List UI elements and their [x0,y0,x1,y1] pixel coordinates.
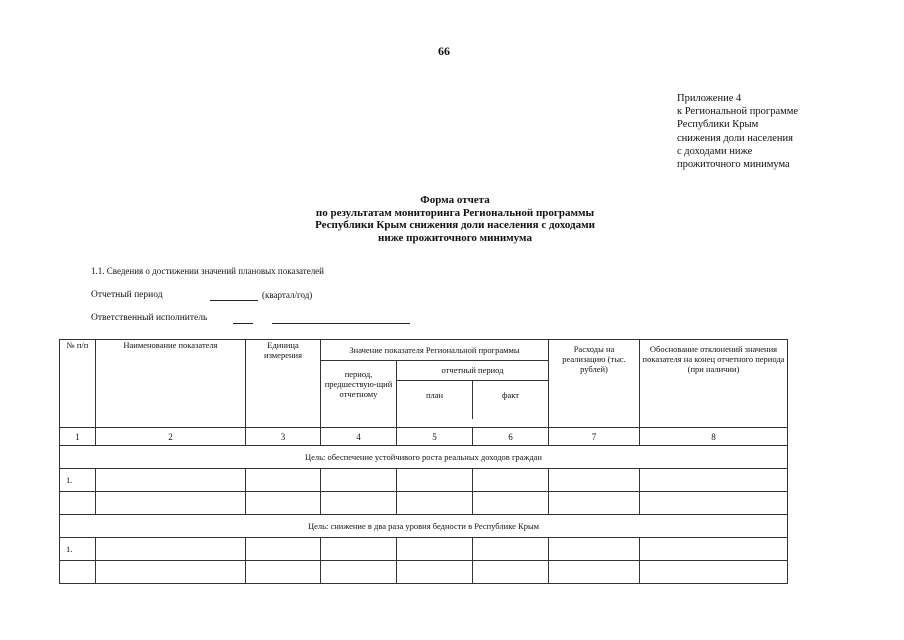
table-cell[interactable] [397,561,473,584]
header-reporting-group [397,361,549,428]
appendix-line: снижения доли населения [677,132,794,144]
column-number-row [60,428,788,446]
goal-text: Цель: обеспечение устойчивого роста реальных доходов граждан [60,446,788,469]
table-cell[interactable] [549,469,640,492]
table-row[interactable] [60,561,788,584]
table-cell[interactable] [640,561,788,584]
table-cell[interactable] [246,538,321,561]
appendix-line: Приложение 4 [677,93,742,104]
table-cell[interactable] [96,561,246,584]
form-title-line: по результатам мониторинга Региональной программы [315,206,595,219]
table-cell[interactable] [549,561,640,584]
column-number: 8 [640,428,788,446]
table-cell[interactable] [549,538,640,561]
column-number: 1 [60,428,96,446]
table-cell[interactable] [321,469,397,492]
appendix-line: прожиточного минимума [677,159,790,171]
column-number: 4 [321,428,397,446]
goal-text: Цель: снижение в два раза уровня бедности в Республике Крым [60,515,788,538]
table-cell[interactable] [246,561,321,584]
header-name: Наименование показателя [96,340,246,428]
form-title-line: Форма отчета [420,194,490,206]
column-number: 6 [473,428,549,446]
header-reporting-period: отчетный период [397,361,548,381]
header-unit: Единица измерения [246,340,321,428]
table-cell[interactable]: 1. [60,538,96,561]
table-cell[interactable] [549,492,640,515]
header-justification: Обоснование отклонений значения показателя на конец отчетного периода (при наличии) [640,340,788,428]
table-cell[interactable] [321,561,397,584]
table-cell[interactable] [246,469,321,492]
table-row[interactable] [60,538,788,561]
table-cell[interactable] [473,538,549,561]
table-cell[interactable] [96,469,246,492]
reporting-period-blank[interactable] [210,300,258,301]
table-cell[interactable] [473,469,549,492]
header-program-value: Значение показателя Региональной программы [321,340,549,361]
form-title-line: Республики Крым снижения доли населения с доходами [315,219,595,231]
column-number: 3 [246,428,321,446]
header-fact: факт [501,390,519,400]
reporting-period-label: Отчетный период [91,290,163,300]
table-cell[interactable]: 1. [60,469,96,492]
responsible-label: Ответственный исполнитель [91,313,208,323]
section-title: 1.1. Сведения о достижении значений плановых показателей [91,266,324,276]
header-num: № п/п [60,340,96,428]
column-number: 2 [96,428,246,446]
goal-row [60,515,788,538]
table-cell[interactable] [640,538,788,561]
responsible-blank-short[interactable] [233,323,253,324]
page-number: 66 [438,44,450,58]
goal-row [60,446,788,469]
table-row[interactable] [60,469,788,492]
table-cell[interactable] [96,538,246,561]
table-cell[interactable] [473,492,549,515]
header-plan: план [397,381,473,419]
table-cell[interactable] [321,538,397,561]
table-row[interactable] [60,492,788,515]
column-number: 7 [549,428,640,446]
form-title [240,194,670,244]
table-cell[interactable] [640,469,788,492]
responsible-blank-long[interactable] [272,323,410,324]
header-plan-fact [397,381,548,419]
table-cell[interactable] [640,492,788,515]
table-cell[interactable] [246,492,321,515]
appendix-line: к Региональной программе [677,106,799,118]
table-cell[interactable] [397,469,473,492]
header-expenses: Расходы на реализацию (тыс. рублей) [549,340,640,428]
table-cell[interactable] [96,492,246,515]
appendix-line: Республики Крым [677,119,759,131]
reporting-period-hint: (квартал/год) [262,290,313,300]
header-row [60,340,788,361]
table-cell[interactable] [321,492,397,515]
table-cell[interactable] [60,492,96,515]
form-title-line: ниже прожиточного минимума [378,231,532,244]
appendix-note [677,92,798,171]
table-cell[interactable] [397,538,473,561]
report-table [59,339,788,584]
table-cell[interactable] [60,561,96,584]
table-cell[interactable] [397,492,473,515]
column-number: 5 [397,428,473,446]
appendix-line: с доходами ниже [677,145,753,157]
table-cell[interactable] [473,561,549,584]
header-prev-period: период, предшествую-щий отчетному [321,361,397,428]
